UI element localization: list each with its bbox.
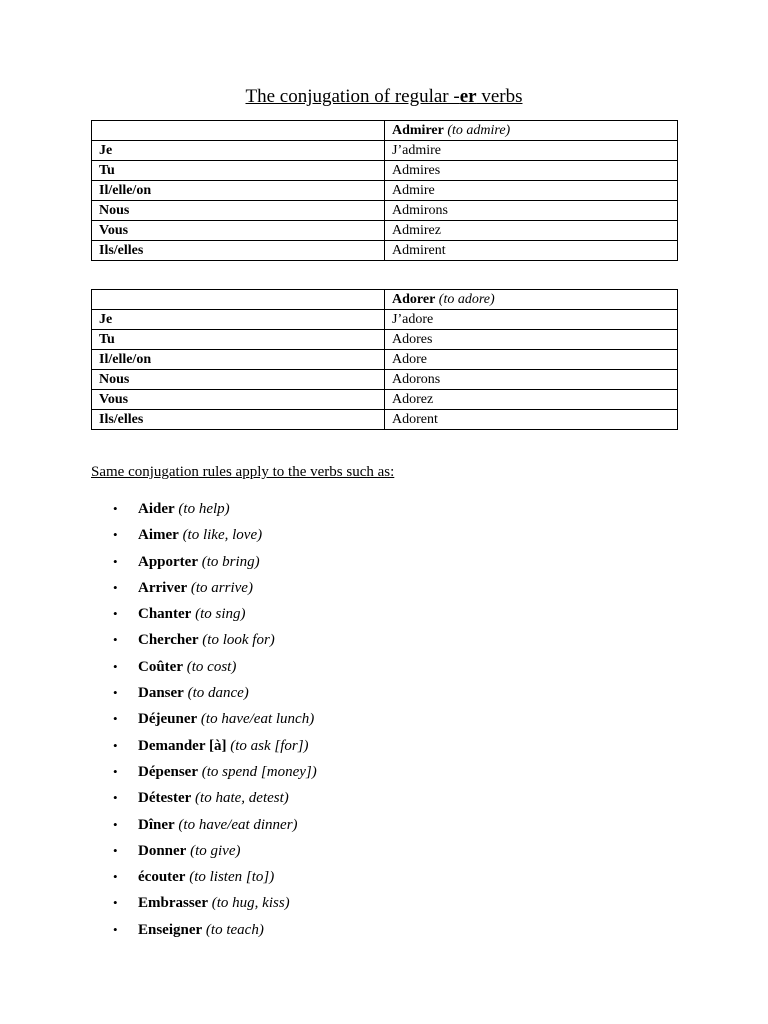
verb-name: Aimer — [138, 527, 179, 544]
intro-text: Same conjugation rules apply to the verbs such as: — [91, 464, 395, 480]
bullet-icon: • — [113, 895, 118, 911]
verb-translation: (to like, love) — [182, 527, 263, 544]
verb-translation: (to give) — [190, 842, 241, 859]
table-row — [92, 330, 678, 350]
verb-translation: (to sing) — [195, 606, 246, 623]
bullet-icon: • — [113, 763, 118, 779]
table-row — [92, 181, 678, 201]
list-item — [0, 601, 317, 627]
pronoun-cell: Il/elle/on — [92, 350, 385, 370]
table-row — [92, 310, 678, 330]
list-item — [0, 496, 317, 522]
bullet-icon: • — [113, 527, 118, 543]
verb-translation: (to have/eat lunch) — [200, 711, 315, 728]
verb-translation: (to hug, kiss) — [211, 895, 290, 912]
verb-name: Dépenser — [138, 763, 198, 780]
pronoun-cell: Tu — [92, 161, 385, 181]
verb-translation: (to teach) — [205, 921, 264, 938]
title-text-end: verbs — [476, 86, 523, 107]
verb-name: Déjeuner — [138, 711, 198, 728]
verb-name: Adorer — [392, 291, 436, 307]
table-row — [92, 201, 678, 221]
verb-name: Apporter — [138, 553, 198, 570]
verb-name: Dîner — [138, 816, 175, 833]
verb-translation: (to have/eat dinner) — [178, 816, 298, 833]
title-text-start: The conjugation of regular - — [245, 86, 460, 107]
verb-translation: (to listen [to]) — [189, 869, 275, 886]
form-cell: J’adore — [385, 310, 678, 330]
list-item — [0, 785, 317, 811]
table-row — [92, 390, 678, 410]
form-cell: Adorez — [385, 390, 678, 410]
table-header-row — [92, 121, 678, 141]
list-item — [0, 917, 317, 943]
form-cell: J’admire — [385, 141, 678, 161]
pronoun-cell: Tu — [92, 330, 385, 350]
pronoun-cell: Vous — [92, 221, 385, 241]
table-header-row — [92, 290, 678, 310]
page-title — [0, 86, 768, 108]
form-cell: Adores — [385, 330, 678, 350]
verb-translation: (to help) — [178, 501, 230, 517]
table-row — [92, 161, 678, 181]
pronoun-cell: Je — [92, 141, 385, 161]
bullet-icon: • — [113, 711, 118, 727]
bullet-icon: • — [113, 658, 118, 674]
header-verb-cell — [385, 121, 678, 141]
verb-name: Enseigner — [138, 921, 203, 938]
list-item — [0, 890, 317, 916]
table-row — [92, 410, 678, 430]
pronoun-cell: Je — [92, 310, 385, 330]
list-item — [0, 838, 317, 864]
verb-translation: (to bring) — [201, 553, 260, 570]
verb-translation: (to admire) — [447, 122, 511, 138]
bullet-icon: • — [113, 869, 118, 885]
title-text-bold: er — [459, 86, 477, 107]
verb-name: Chercher — [138, 632, 199, 649]
form-cell: Adore — [385, 350, 678, 370]
header-verb-cell — [385, 290, 678, 310]
bullet-icon: • — [113, 790, 118, 806]
form-cell: Adorons — [385, 370, 678, 390]
header-empty-cell — [92, 121, 385, 141]
pronoun-cell: Vous — [92, 390, 385, 410]
table-row — [92, 221, 678, 241]
form-cell: Adorent — [385, 410, 678, 430]
conjugation-table-adorer — [91, 289, 678, 430]
bullet-icon: • — [113, 737, 118, 753]
pronoun-cell: Il/elle/on — [92, 181, 385, 201]
verb-name: Chanter — [138, 606, 192, 623]
form-cell: Admirez — [385, 221, 678, 241]
table-row — [92, 370, 678, 390]
bullet-icon: • — [113, 632, 118, 648]
verb-translation: (to hate, detest) — [195, 790, 289, 807]
verb-name: Coûter — [138, 658, 183, 675]
verb-name: écouter — [138, 869, 186, 886]
verb-name: Donner — [138, 842, 187, 859]
pronoun-cell: Ils/elles — [92, 410, 385, 430]
list-item — [0, 549, 317, 575]
form-cell: Admirons — [385, 201, 678, 221]
verb-translation: (to arrive) — [190, 579, 253, 596]
pronoun-cell: Nous — [92, 370, 385, 390]
bullet-icon: • — [113, 501, 118, 516]
list-item — [0, 733, 317, 759]
pronoun-cell: Nous — [92, 201, 385, 221]
form-cell: Admirent — [385, 241, 678, 261]
bullet-icon: • — [113, 579, 118, 595]
form-cell: Admire — [385, 181, 678, 201]
bullet-icon: • — [113, 606, 118, 622]
verb-name: Embrasser — [138, 895, 208, 912]
verb-name: Demander [à] — [138, 737, 227, 754]
verb-name: Admirer — [392, 122, 444, 138]
verb-name: Arriver — [138, 579, 188, 596]
verb-name: Détester — [138, 790, 192, 807]
verb-translation: (to dance) — [187, 685, 249, 702]
bullet-icon: • — [113, 816, 118, 832]
list-item — [0, 706, 317, 732]
bullet-icon: • — [113, 685, 118, 701]
list-item — [0, 627, 317, 653]
verb-translation: (to look for) — [202, 632, 275, 649]
table-row — [92, 241, 678, 261]
form-cell: Admires — [385, 161, 678, 181]
list-item — [0, 680, 317, 706]
pronoun-cell: Ils/elles — [92, 241, 385, 261]
verb-translation: (to adore) — [438, 291, 495, 307]
verb-translation: (to ask [for]) — [230, 737, 309, 754]
table-row — [92, 141, 678, 161]
list-item — [0, 759, 317, 785]
verb-translation: (to cost) — [186, 658, 237, 675]
list-item — [0, 864, 317, 890]
bullet-icon: • — [113, 921, 118, 937]
conjugation-table-admirer — [91, 120, 678, 261]
list-item — [0, 522, 317, 548]
list-item — [0, 812, 317, 838]
bullet-icon: • — [113, 842, 118, 858]
header-empty-cell — [92, 290, 385, 310]
verb-list — [0, 496, 317, 943]
list-item — [0, 654, 317, 680]
verb-name: Aider — [138, 501, 175, 517]
verb-translation: (to spend [money]) — [201, 763, 317, 780]
table-row — [92, 350, 678, 370]
verb-name: Danser — [138, 685, 184, 702]
list-item — [0, 575, 317, 601]
bullet-icon: • — [113, 553, 118, 569]
